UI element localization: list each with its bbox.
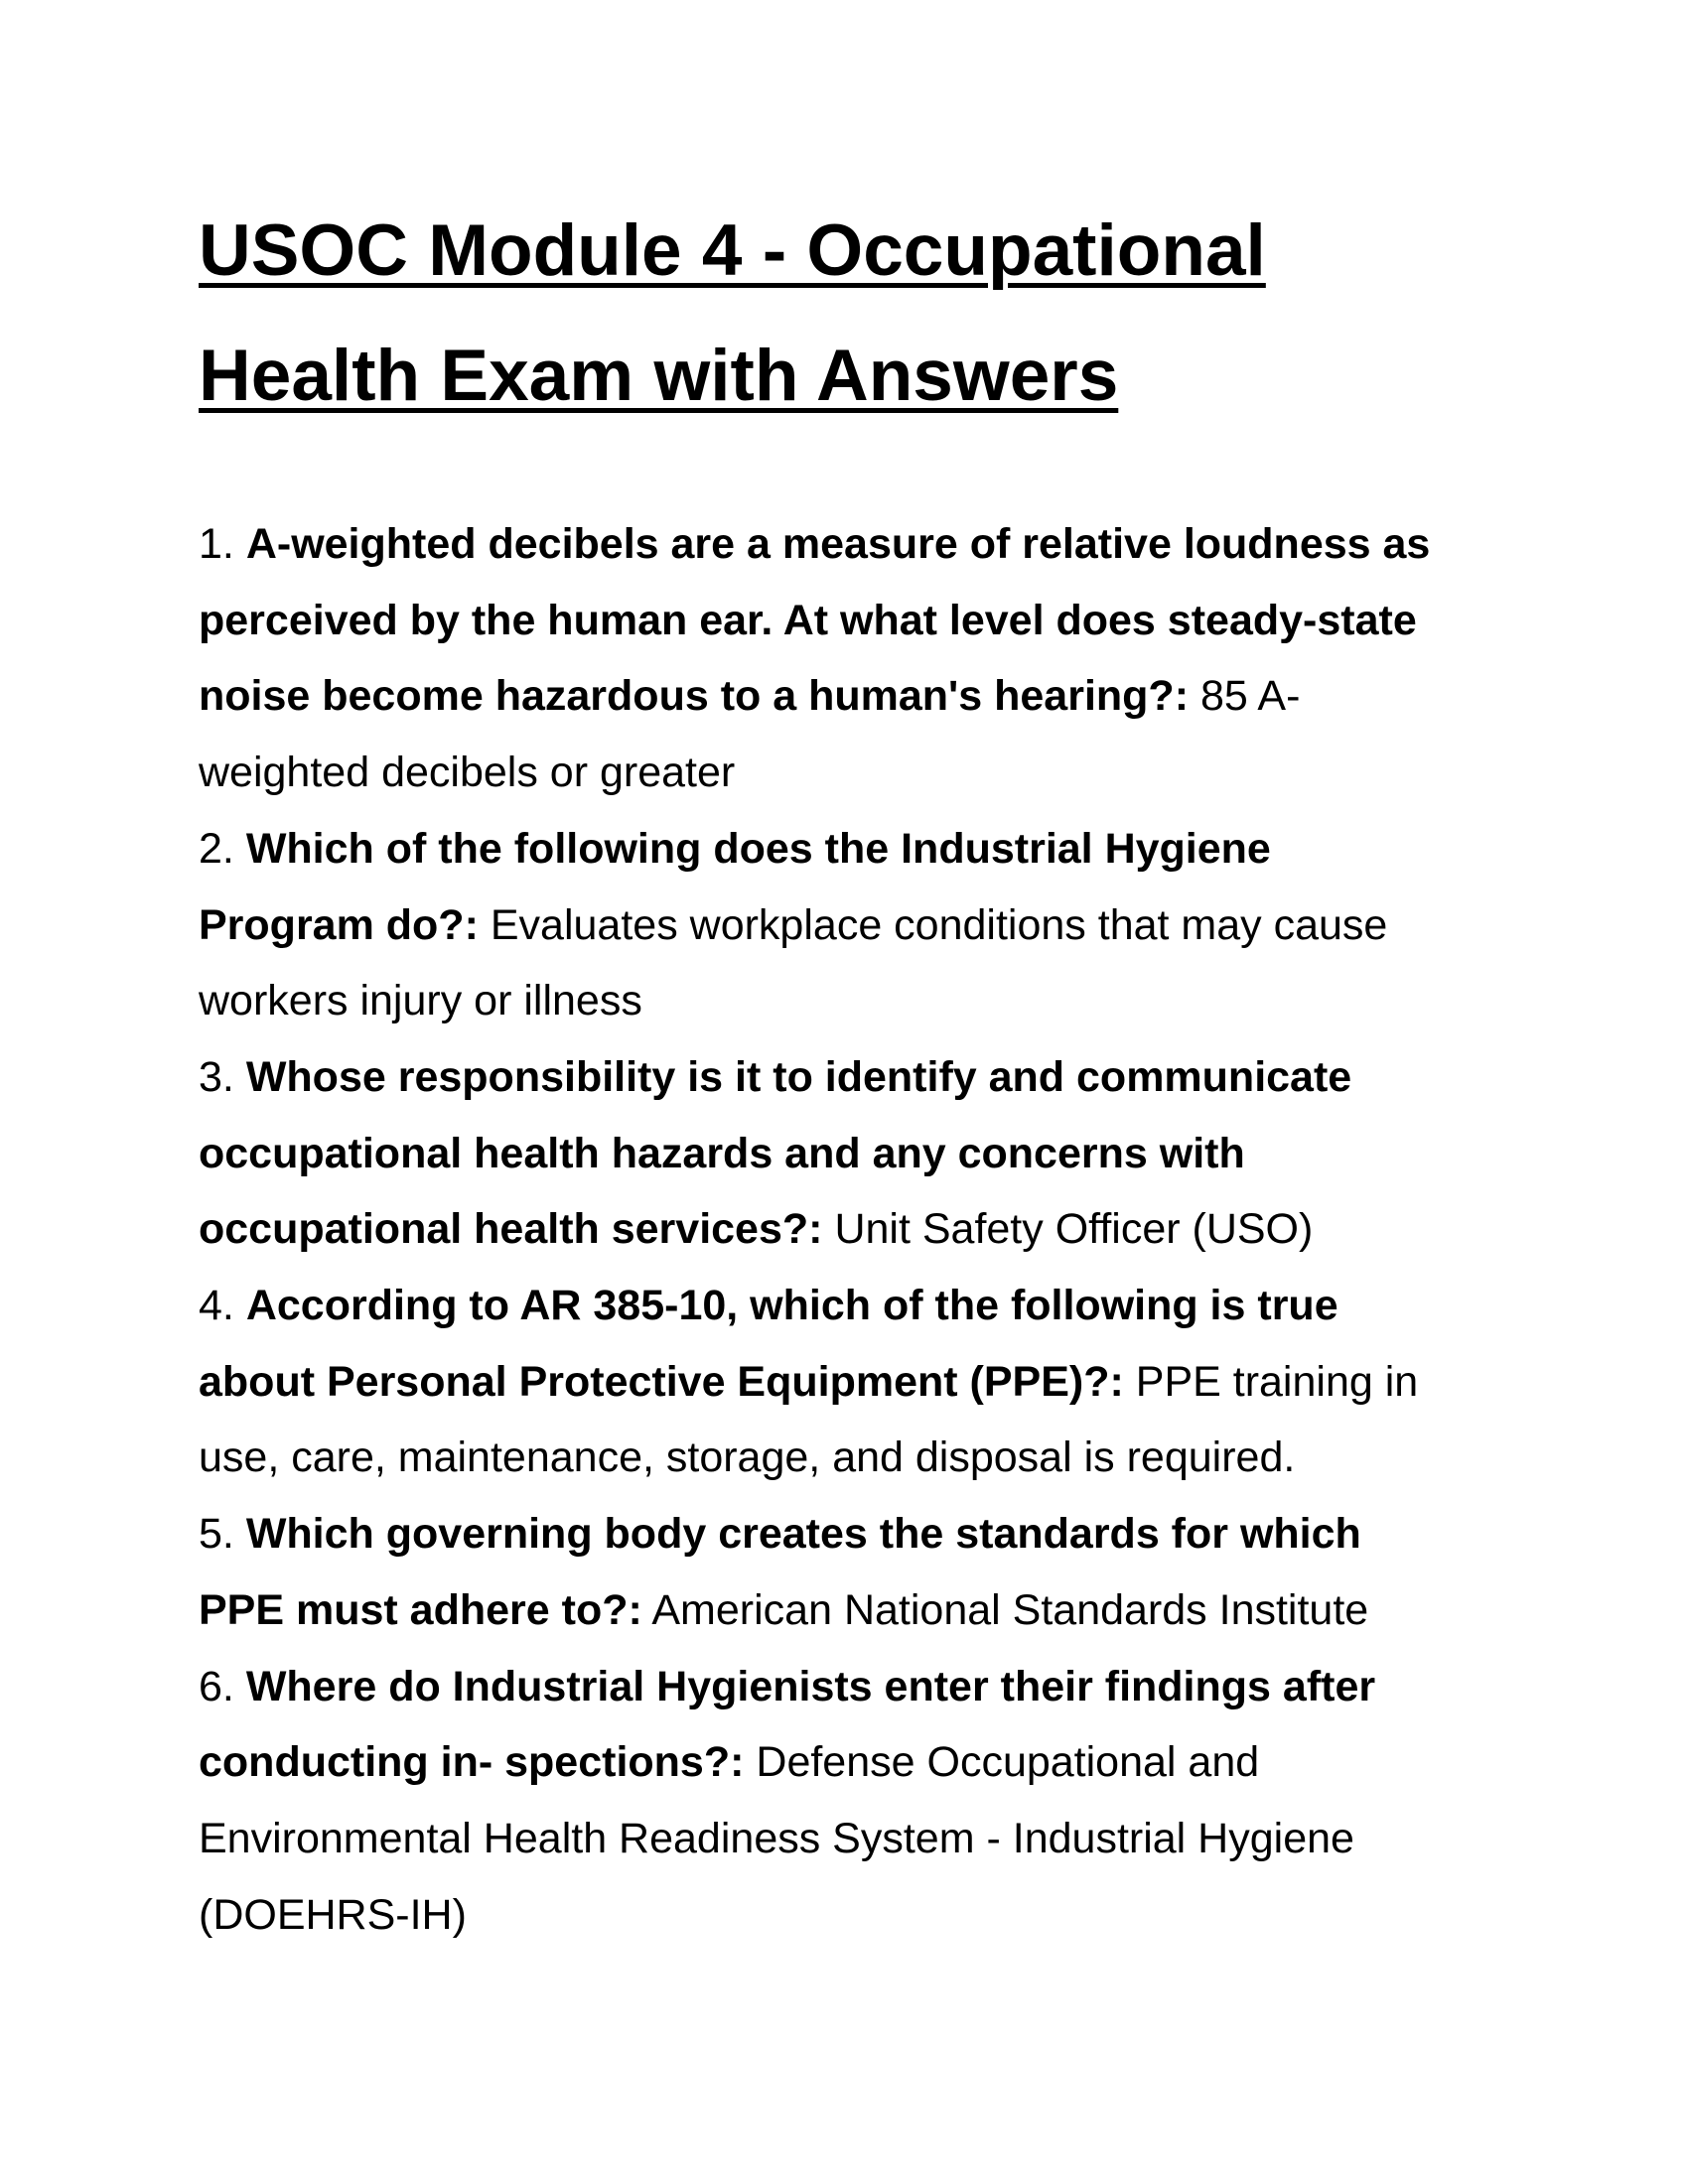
question-text: Whose responsibility is it to identify and communicate <box>245 1052 1352 1101</box>
question-number: 4. <box>199 1282 234 1330</box>
text-line <box>199 1649 1489 1725</box>
question-number: 3. <box>199 1052 234 1101</box>
answer-text: American National Standards Institute <box>651 1585 1369 1634</box>
text-line <box>199 963 1489 1039</box>
text-line <box>199 1420 1489 1496</box>
question-text: perceived by the human ear. At what level does steady-state <box>199 596 1417 644</box>
question-number: 2. <box>199 824 234 873</box>
question-text: According to AR 385-10, which of the following is true <box>245 1282 1338 1330</box>
question-text: PPE must adhere to?: <box>199 1585 642 1634</box>
text-line <box>199 1801 1489 1877</box>
answer-text: weighted decibels or greater <box>199 749 736 797</box>
answer-text: Defense Occupational and <box>756 1738 1260 1787</box>
answer-text: Unit Safety Officer (USO) <box>834 1205 1314 1254</box>
text-line <box>199 506 1489 583</box>
text-line <box>199 1039 1489 1116</box>
question-list <box>199 506 1489 1953</box>
title-line: USOC Module 4 - Occupational <box>199 210 1266 291</box>
text-line <box>199 583 1489 659</box>
answer-text: workers injury or illness <box>199 977 642 1025</box>
answer-text: Evaluates workplace conditions that may cause <box>490 900 1388 949</box>
question-item <box>199 1039 1489 1268</box>
question-text: occupational health hazards and any concerns with <box>199 1129 1245 1177</box>
answer-text: 85 A- <box>1199 672 1301 721</box>
text-line <box>199 1191 1489 1268</box>
text-line <box>199 1724 1489 1801</box>
question-text: Program do?: <box>199 900 479 949</box>
question-number: 1. <box>199 520 234 568</box>
title-line: Health Exam with Answers <box>199 336 1119 416</box>
question-number: 5. <box>199 1510 234 1559</box>
text-line <box>199 735 1489 811</box>
text-line <box>199 1877 1489 1954</box>
question-text: conducting in- spections?: <box>199 1738 745 1787</box>
text-line <box>199 1344 1489 1421</box>
question-item <box>199 506 1489 811</box>
text-line <box>199 1268 1489 1344</box>
question-text: Which governing body creates the standards for which <box>245 1510 1361 1559</box>
answer-text: use, care, maintenance, storage, and disposal is required. <box>199 1433 1296 1482</box>
question-item <box>199 1268 1489 1496</box>
text-line <box>199 887 1489 964</box>
question-text: Which of the following does the Industrial Hygiene <box>245 824 1271 873</box>
question-text: about Personal Protective Equipment (PPE)?: <box>199 1357 1124 1406</box>
question-item <box>199 1649 1489 1954</box>
question-text: occupational health services?: <box>199 1205 823 1254</box>
question-number: 6. <box>199 1662 234 1710</box>
text-line <box>199 1572 1489 1649</box>
answer-text: (DOEHRS-IH) <box>199 1890 467 1939</box>
text-line <box>199 1116 1489 1192</box>
question-text: A-weighted decibels are a measure of relative loudness as <box>245 520 1431 568</box>
question-text: Where do Industrial Hygienists enter their findings after <box>245 1662 1376 1710</box>
answer-text: PPE training in <box>1135 1357 1419 1406</box>
question-item <box>199 811 1489 1039</box>
question-item <box>199 1496 1489 1648</box>
text-line <box>199 658 1489 735</box>
answer-text: Environmental Health Readiness System - Industrial Hygiene <box>199 1814 1354 1862</box>
text-line <box>199 811 1489 887</box>
document-title <box>199 189 1489 439</box>
question-text: noise become hazardous to a human's hearing?: <box>199 672 1190 721</box>
text-line <box>199 1496 1489 1572</box>
